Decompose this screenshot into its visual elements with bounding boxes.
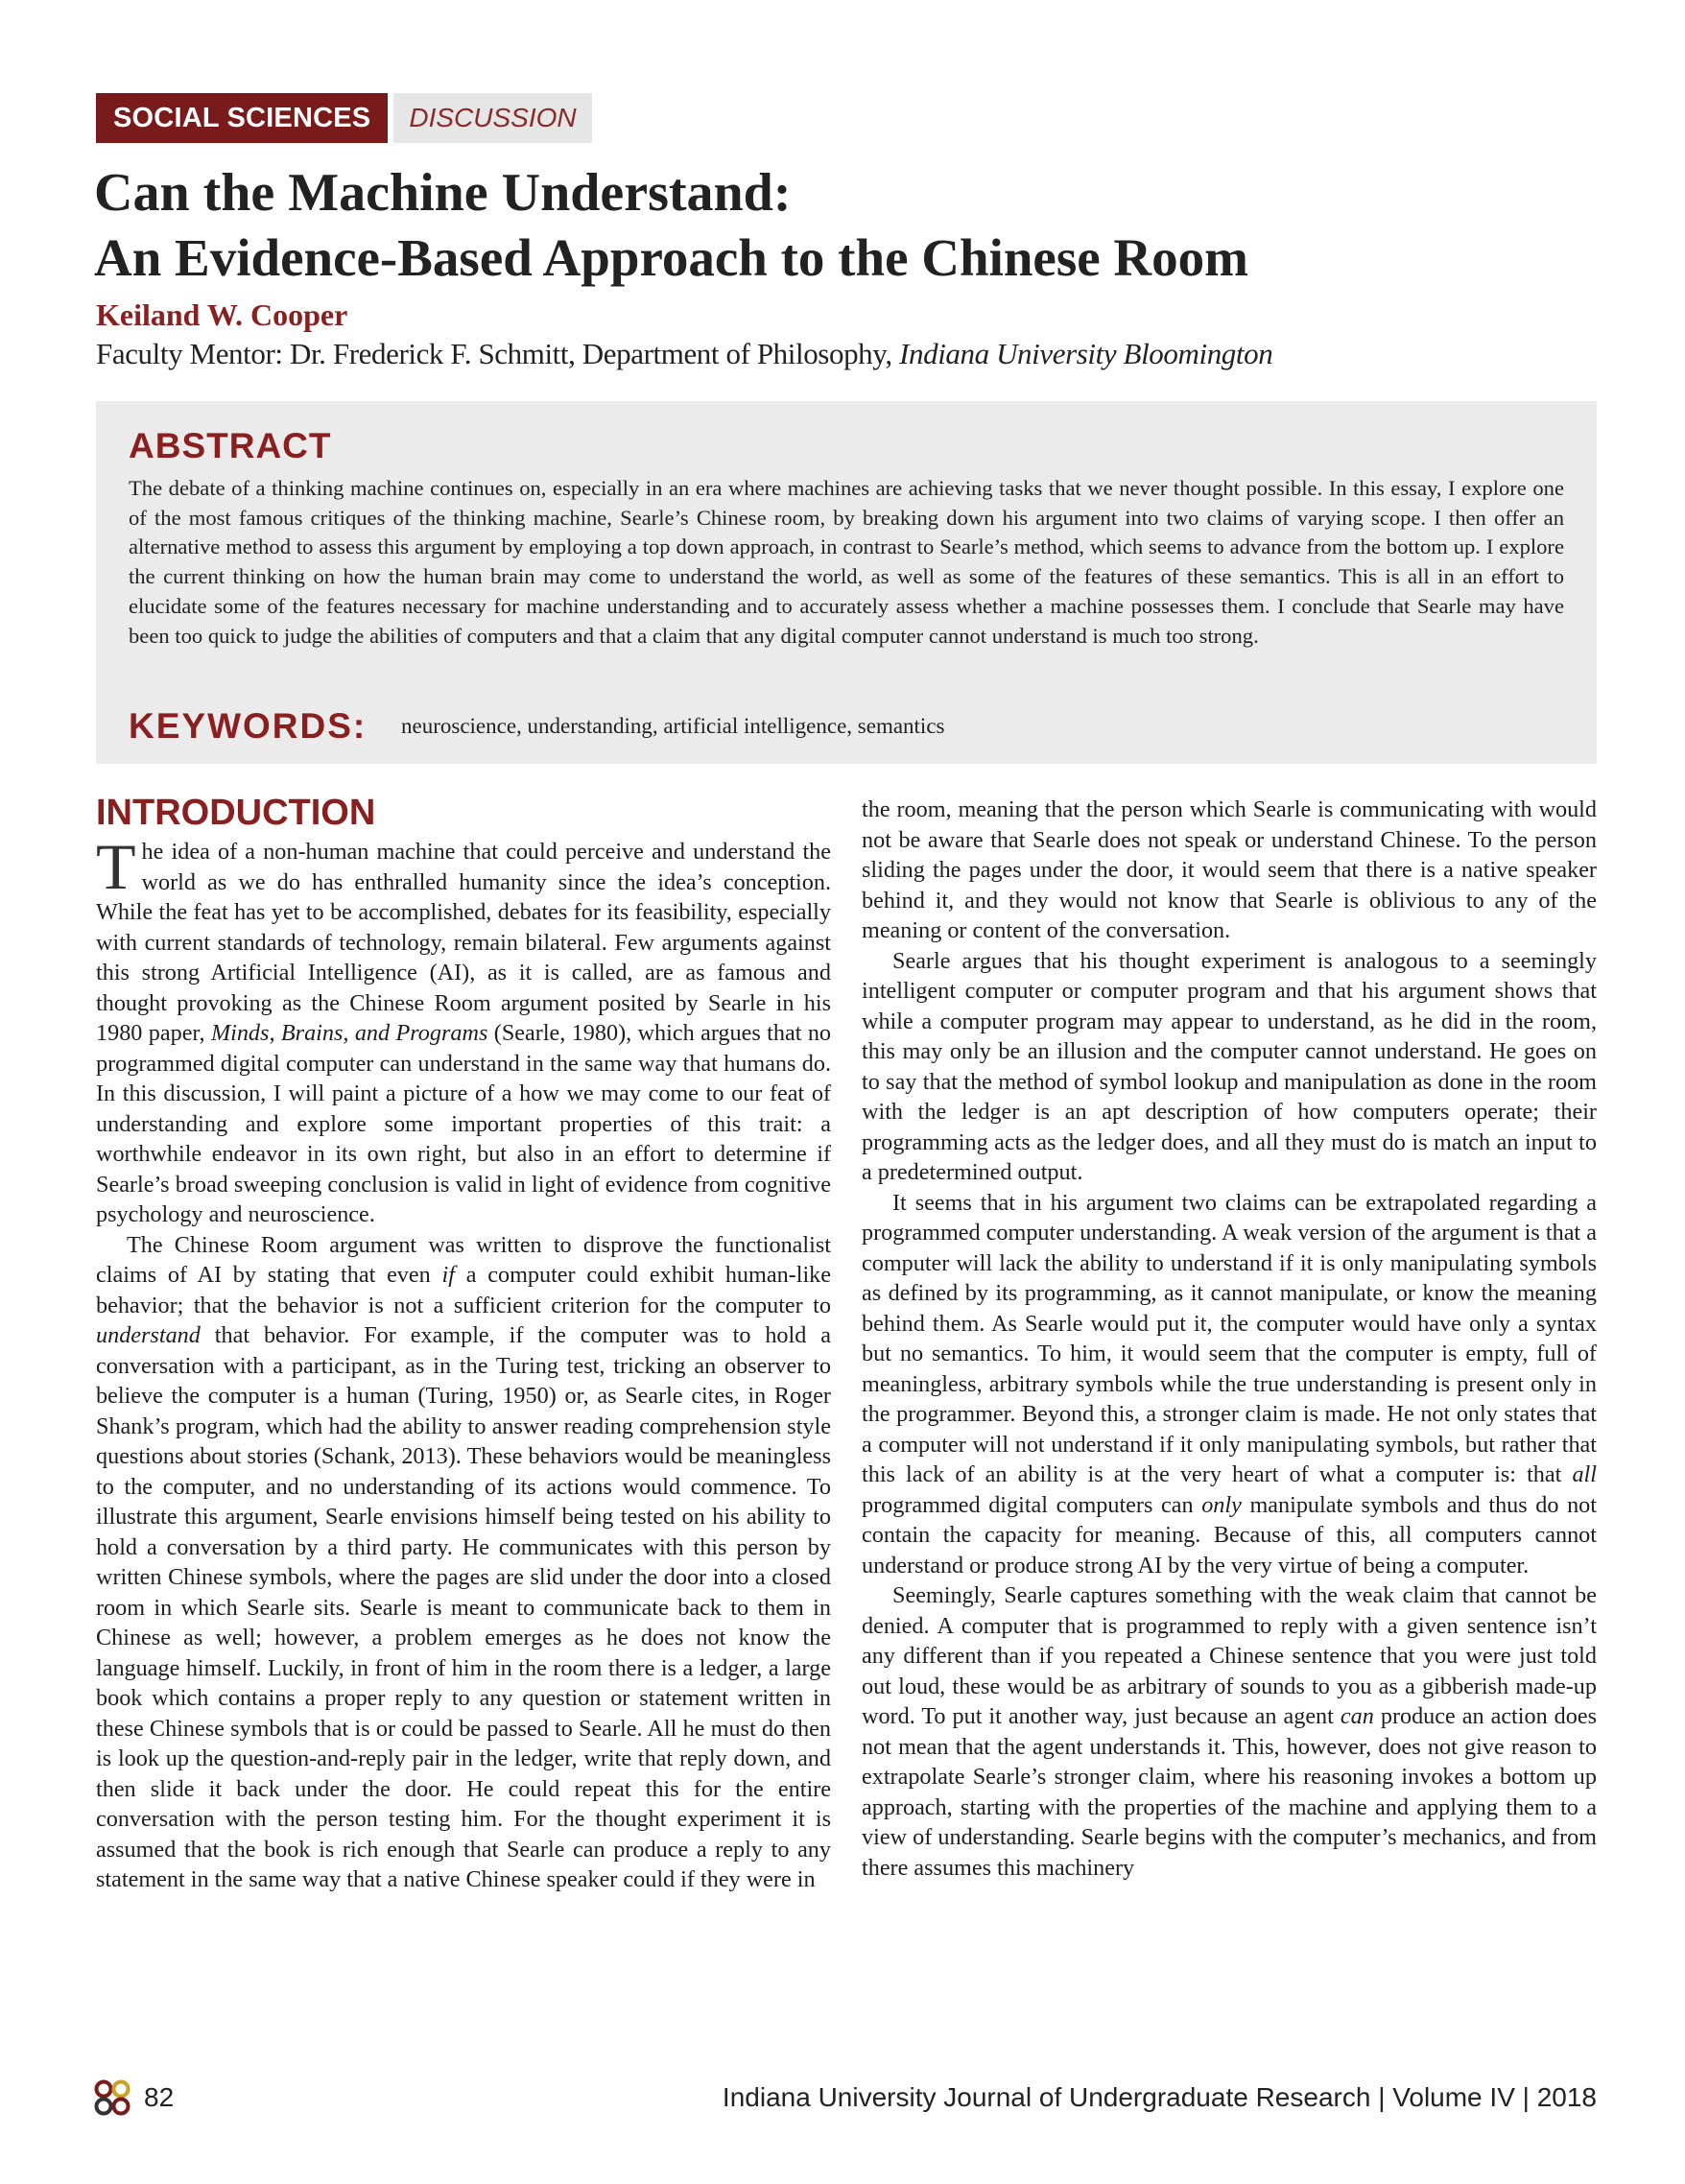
introduction-heading: INTRODUCTION	[96, 793, 376, 833]
intro-paragraph-4	[862, 1188, 1597, 1581]
intro-paragraph-3: Searle argues that his thought experiment is analogous to a seemingly intelligent computer or computer program and that his argument shows that while a computer program may appear to understand, as he did in the room, this may only be an illusion and the computer cannot understand. He goes on to say that the method of symbol lookup and manipulation as done in the room with the ledger is an apt description of how computers operate; their programming acts as the ledger does, and all they must do is match an input to a predetermined output.	[862, 947, 1597, 1185]
journal-logo-icon	[93, 2078, 131, 2117]
section-tags	[96, 93, 592, 143]
faculty-mentor	[96, 334, 1272, 374]
p5-text-b: produce an action does not mean that the agent understands it. This, however, does not give reason to extrapolate Searle’s stronger claim, where his reasoning invokes a bottom up approach, starting with the properties of the machine and applying them to a view of understanding. Searle begins with the computer’s mechanics, and from there assumes this machinery	[862, 1703, 1598, 1881]
article-subtitle: An Evidence-Based Approach to the Chinese Room	[94, 228, 1248, 287]
article-title: Can the Machine Understand:	[94, 163, 792, 223]
institution: Indiana University Bloomington	[899, 337, 1273, 370]
p5-emphasis-can: can	[1340, 1703, 1374, 1729]
paper-title-citation: Minds, Brains, and Programs	[210, 1020, 488, 1046]
keywords-label: KEYWORDS:	[129, 706, 368, 746]
p4-emphasis-all: all	[1572, 1461, 1597, 1487]
p4-emphasis-only: only	[1201, 1491, 1242, 1518]
right-column	[862, 795, 1597, 1883]
section-tag: SOCIAL SCIENCES	[96, 93, 388, 143]
keywords-list: neuroscience, understanding, artificial intelligence, semantics	[401, 714, 945, 738]
p4-text-a: It seems that in his argument two claims can be extrapolated regarding a programmed computer understanding. A weak version of the argument is that a computer will lack the ability to understand if it is only manipulating symbols as defined by its programming, as it cannot manipulate, or know the meaning behind them. As Searle would put it, the computer would have only a syntax but no semantics. To him, it would seem that the computer is empty, full of meaningless, arbitrary symbols while the true understanding is present only in the programmer. Beyond this, a stronger claim is made. He not only states that a computer will not understand if it only manipulating symbols, but rather that this lack of an ability is at the very heart of what a computer is: that	[862, 1189, 1597, 1487]
abstract-heading: ABSTRACT	[129, 426, 332, 465]
intro-paragraph-5	[862, 1580, 1597, 1883]
intro-paragraph-2	[96, 1230, 831, 1895]
abstract-text: The debate of a thinking machine continues on, especially in an era where machines are achieving tasks that we never thought possible. In this essay, I explore one of the most famous critiques of the thinking machine, Searle’s Chinese room, by breaking down his argument into two claims of varying scope. I then offer an alternative method to assess this argument by employing a top down approach, in contrast to Searle’s method, which seems to advance from the bottom up. I explore the current thinking on how the human brain may come to understand the world, as well as some of the features of these semantics. This is all in an effort to elucidate some of the features necessary for machine understanding and to accurately assess whether a machine possesses them. I conclude that Searle may have been too quick to judge the abilities of computers and that a claim that any digital computer cannot understand is much too strong.	[129, 476, 1564, 648]
p2-text-c: that behavior. For example, if the computer was to hold a conversation with a participant, as in the Turing test, tricking an observer to believe the computer is a human (Turing, 1950) or, as Searle cites, in Roger Shank’s program, which had the ability to answer reading comprehension style questions about stories (Schank, 2013). These behaviors would be meaningless to the computer, and no understanding of its actions would commence. To illustrate this argument, Searle envisions himself being tested on his ability to hold a conversation by a third party. He communicates with this person by written Chinese symbols, where the pages are slid under the door into a closed room in which Searle sits. Searle is meant to communicate back to them in Chinese as well; however, a problem emerges as he does not know the language himself. Luckily, in front of him in the room there is a ledger, a large book which contains a proper reply to any question or statement written in these Chinese symbols that is or could be passed to Searle. All he must do then is look up the question-and-reply pair in the ledger, write that reply down, and then slide it back under the door. He could repeat this for the entire conversation with the person testing him. For the thought experiment it is assumed that the book is rich enough that Searle can produce a reply to any statement in the same way that a native Chinese speaker could if they were in	[96, 1322, 831, 1892]
p4-text-b: programmed digital computers can	[862, 1491, 1194, 1518]
journal-info: Indiana University Journal of Undergraduate Research | Volume IV | 2018	[722, 2082, 1597, 2112]
p2-text-a: The Chinese Room argument was written to disprove the functionalist claims of AI by stating that even	[96, 1231, 831, 1288]
intro-paragraph-2-continued: the room, meaning that the person which Searle is communicating with would not be aware that Searle does not speak or understand Chinese. To the person sliding the pages under the door, it would seem that there is a native speaker behind it, and they would not know that Searle is oblivious to any of the meaning or content of the conversation.	[862, 796, 1597, 943]
p2-emphasis-understand: understand	[96, 1322, 201, 1348]
article-type-tag: DISCUSSION	[393, 93, 591, 143]
mentor-text: Faculty Mentor: Dr. Frederick F. Schmitt, Department of Philosophy,	[96, 337, 892, 370]
left-column	[96, 830, 832, 1895]
p4-text-c: manipulate symbols and thus do not contain the capacity for meaning. Because of this, all computers cannot understand or produce strong AI by the very virtue of being a computer.	[862, 1491, 1597, 1579]
drop-cap: T	[96, 830, 136, 903]
p5-text-a: Seemingly, Searle captures something with the weak claim that cannot be denied. A computer that is programmed to reply with a given sentence isn’t any different than if you repeated a Chinese sentence that you were just told out loud, these would be as arbitrary of sounds to you as a gibberish made-up word. To put it another way, just because an agent	[862, 1582, 1597, 1729]
p2-emphasis-if: if	[441, 1262, 455, 1288]
page-number: 82	[144, 2082, 175, 2112]
author-name: Keiland W. Cooper	[96, 297, 348, 332]
abstract-box	[96, 401, 1597, 764]
p1-text-a: he idea of a non-human machine that could perceive and understand the world as we do has enthralled humanity since the idea’s conception. While the feat has yet to be accomplished, debates for its feasibility, especially with current standards of technology, remain bilateral. Few arguments against this strong Artificial Intelligence (AI), as it is called, are as famous and thought provoking as the Chinese Room argument posited by Searle in his 1980 paper,	[96, 839, 831, 1046]
intro-paragraph-1	[96, 830, 832, 1230]
p2-text-b: a computer could exhibit human-like behavior; that the behavior is not a sufficient criterion for the computer to	[96, 1262, 831, 1318]
p1-text-b: (Searle, 1980), which argues that no programmed digital computer can understand in the same way that humans do. In this discussion, I will paint a picture of a how we may come to our feat of understanding and explore some important properties of this trait: a worthwhile endeavor in its own right, but also in an effort to determine if Searle’s broad sweeping conclusion is valid in light of evidence from cognitive psychology and neuroscience.	[96, 1020, 832, 1227]
